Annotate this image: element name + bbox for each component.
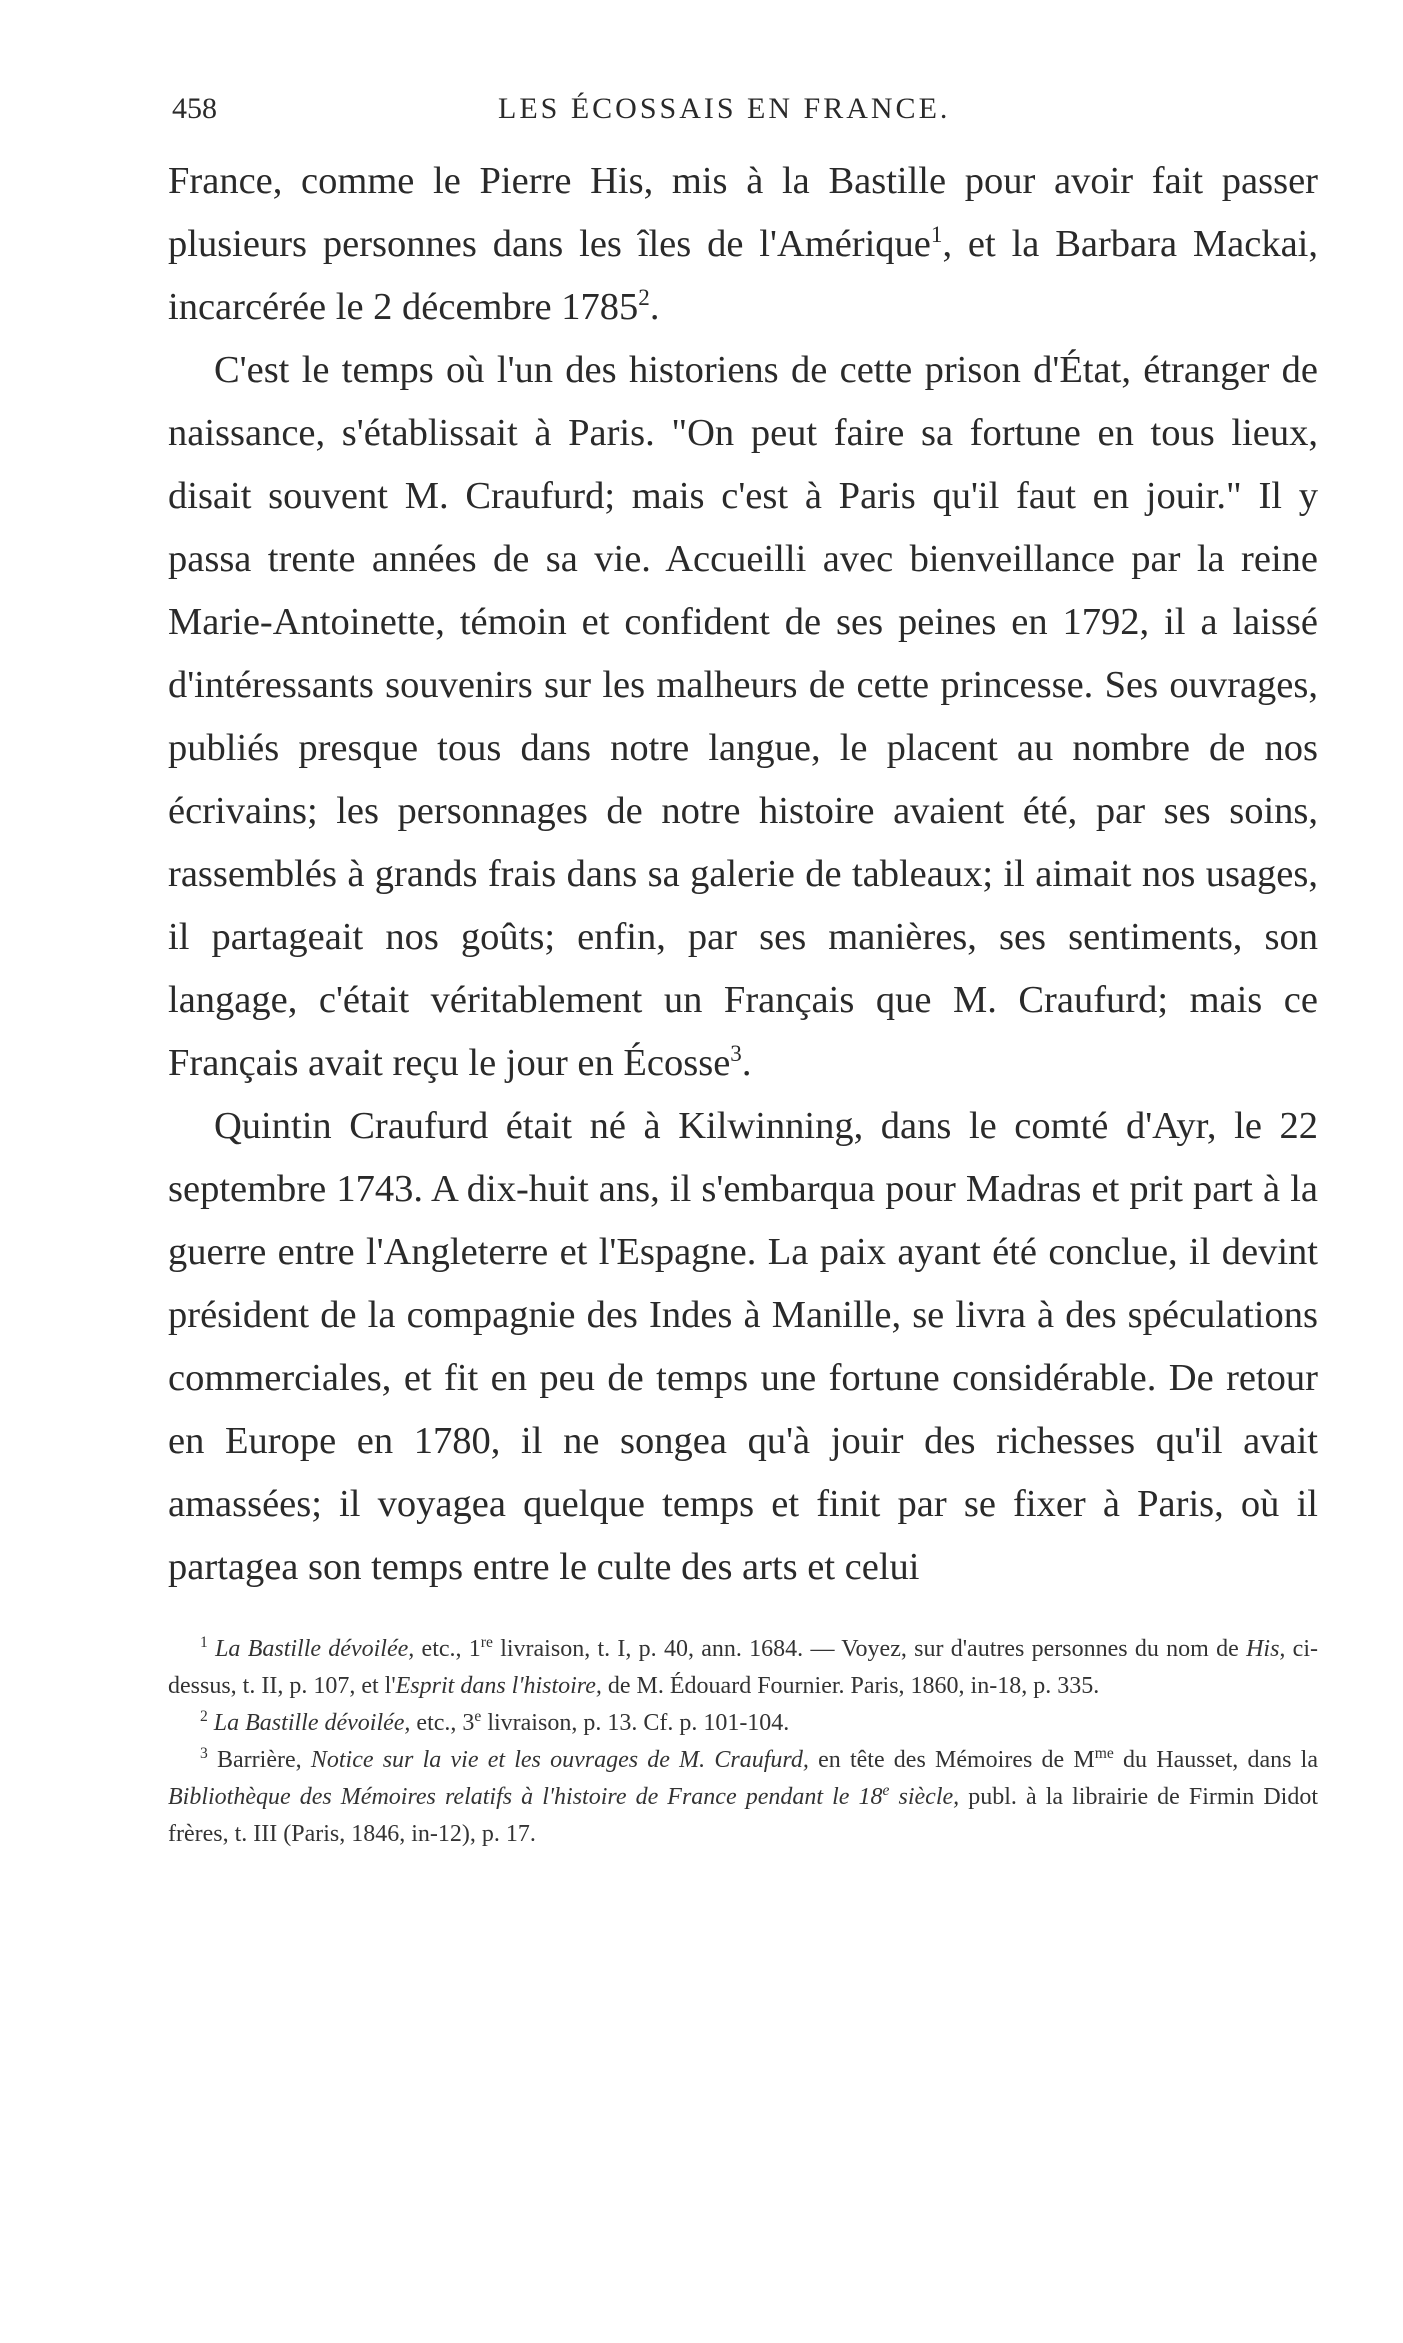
paragraph-1 [168,150,1318,339]
footnote-1-text-b: livraison, t. I, p. 40, ann. 1684. — Voyez, sur d'autres personnes du nom de [492,1636,1247,1662]
footnote-3-mark: 3 [200,1745,208,1762]
footnote-3-italic-biblio-text: Bibliothèque des Mémoires relatifs à l'histoire de France pendant le 18 [168,1784,883,1810]
footnote-2-text-b: livraison, p. 13. Cf. p. 101-104. [481,1710,790,1736]
footnote-2-mark: 2 [200,1708,208,1725]
footnote-ref-1: 1 [930,221,943,248]
footnote-3-sup-e: e [882,1782,890,1799]
footnote-3-italic-notice: Notice sur la vie et les ouvrages de M. Craufurd, [310,1747,809,1773]
footnote-1-text-d: de M. Édouard Fournier. Paris, 1860, in-18, p. 335. [601,1673,1100,1699]
footnote-1-title: La Bastille dévoilée, [215,1636,415,1662]
footnote-1 [168,1631,1318,1705]
footnote-2 [168,1705,1318,1742]
footnote-3-text-b: en tête des Mémoires de M [808,1747,1095,1773]
footnote-1-text-a: etc., 1 [414,1636,481,1662]
paragraph-3: Quintin Craufurd était né à Kilwinning, dans le comté d'Ayr, le 22 septembre 1743. A dix-huit ans, il s'embarqua pour Madras et prit part à la guerre entre l'Angleterre et l'Espagne. La paix ayant été conclue, il devint président de la compagnie des Indes à Manille, se livra à des spéculations commerciales, et fit en peu de temps une fortune considérable. De retour en Europe en 1780, il ne songea qu'à jouir des richesses qu'il avait amassées; il voyagea quelque temps et finit par se fixer à Paris, où il partagea son temps entre le culte des arts et celui [168,1105,1318,1588]
footnote-1-italic-his: His, [1246,1636,1286,1662]
running-title: LES ÉCOSSAIS EN FRANCE. [498,92,951,125]
footnote-3-text-c: du Hausset, dans la [1113,1747,1318,1773]
footnote-ref-2: 2 [638,284,650,311]
footnote-2-title: La Bastille dévoilée, [213,1710,411,1736]
footnote-3-sup-me: me [1094,1745,1114,1762]
footnote-1-mark: 1 [200,1634,208,1651]
footnote-3-italic-siecle: siècle, [889,1784,960,1810]
footnote-1-text-c: ci-dessus, t. II, p. 107, et l' [168,1636,1318,1699]
footnote-2-text-a: etc., 3 [410,1710,475,1736]
footnote-ref-3: 3 [730,1040,742,1067]
footnote-2-sup: e [474,1708,482,1725]
paragraph-2-text-b: . [741,1042,752,1084]
footnote-3 [168,1742,1318,1853]
footnote-1-italic-esprit: Esprit dans l'histoire, [395,1673,602,1699]
paragraph-2 [168,339,1318,1095]
paragraph-1-text-c: . [649,286,660,328]
book-page [168,92,1318,1853]
footnote-3-text-a: Barrière, [217,1747,311,1773]
footnote-3-text-d: publ. à la librairie de Firmin Didot frères, t. III (Paris, 1846, in-12), p. 17. [168,1784,1319,1847]
footnote-1-sup: re [480,1634,493,1651]
paragraph-1-text-b: , et la Barbara Mackai, incarcérée le 2 décembre 1785 [168,223,1318,328]
paragraph-1-text-a: France, comme le Pierre His, mis à la Bastille pour avoir fait passer plusieurs personnes dans les îles de l'Amérique [168,160,1318,265]
page-number: 458 [172,92,217,125]
footnotes [168,1631,1318,1853]
paragraph-2-text-a: C'est le temps où l'un des historiens de cette prison d'État, étranger de naissance, s'établissait à Paris. "On peut faire sa fortune en tous lieux, disait souvent M. Craufurd; mais c'est à Paris qu'il faut en jouir." Il y passa trente années de sa vie. Accueilli avec bienveillance par la reine Marie-Antoinette, témoin et confident de ses peines en 1792, il a laissé d'intéressants souvenirs sur les malheurs de cette princesse. Ses ouvrages, publiés presque tous dans notre langue, le placent au nombre de nos écrivains; les personnages de notre histoire avaient été, par ses soins, rassemblés à grands frais dans sa galerie de tableaux; il aimait nos usages, il partageait nos goûts; enfin, par ses manières, ses sentiments, son langage, c'était véritablement un Français que M. Craufurd; mais ce Français avait reçu le jour en Écosse [168,349,1318,1084]
page-header [168,92,1318,140]
footnote-3-italic-biblio [168,1784,959,1810]
main-text [168,150,1318,1599]
